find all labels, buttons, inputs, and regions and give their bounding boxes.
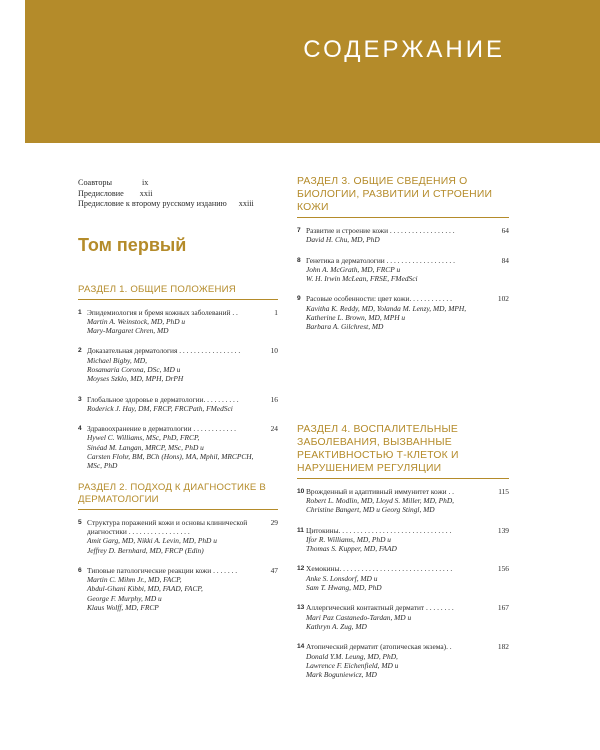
page-number: 156 (497, 564, 509, 574)
chapter-title: Типовые патологические реакции кожи . . . . . . . (87, 565, 238, 575)
chapter-authors (297, 613, 509, 632)
author-line: Jeffrey D. Bernhard, MD, FRCP (Edin) (87, 545, 204, 555)
author-line: Mark Boguniewicz, MD (306, 670, 377, 680)
chapter-title: Атопический дерматит (атопическая экзема). . (306, 642, 452, 652)
toc-entry-line (297, 526, 509, 535)
chapter-title: Аллергический контактный дерматит . . . . . . . . (306, 603, 454, 613)
section-entries (78, 308, 278, 471)
chapter-number: 8 (297, 256, 301, 264)
toc-entry-line (297, 642, 509, 651)
toc-entry[interactable] (297, 642, 509, 679)
page-number: 1 (274, 307, 278, 317)
author-line: Christine Bangert, MD и Georg Stingl, MD (306, 505, 435, 515)
chapter-number: 11 (297, 526, 304, 534)
page-number: 167 (497, 603, 509, 613)
author-line: Thomas S. Kupper, MD, FAAD (306, 544, 397, 554)
chapter-title: Расовые особенности: цвет кожи. . . . . . . . . . . . (306, 294, 452, 304)
chapter-authors (78, 433, 278, 470)
page-number: 182 (497, 642, 509, 652)
toc-entry-line (78, 308, 278, 317)
toc-entry[interactable] (297, 487, 509, 515)
chapter-authors (78, 575, 278, 612)
chapter-title: Доказательная дерматология . . . . . . . . . . . . . . . . . (87, 346, 241, 356)
page-title: СОДЕРЖАНИЕ (303, 36, 505, 63)
chapter-authors (297, 265, 509, 284)
toc-entry[interactable] (297, 226, 509, 245)
chapter-title: Эпидемиология и бремя кожных заболеваний . . (87, 307, 238, 317)
author-line: Anke S. Lonsdorf, MD и (306, 573, 378, 583)
toc-entry[interactable] (78, 395, 278, 414)
chapter-number: 12 (297, 565, 305, 573)
author-line: Michael Bigby, MD, (87, 355, 147, 365)
toc-entry-line (78, 518, 278, 537)
page-number: 24 (270, 424, 278, 434)
page-number: 10 (270, 346, 278, 356)
page-number: 64 (501, 226, 509, 235)
author-line: George F. Murphy, MD и (87, 593, 162, 603)
page-number: 47 (270, 565, 278, 575)
chapter-authors (78, 404, 278, 413)
chapter-number: 1 (78, 308, 82, 316)
author-line: Martin A. Weinstock, MD, PhD и (87, 316, 186, 326)
chapter-authors (297, 574, 509, 593)
page-number: 139 (497, 525, 509, 535)
toc-entry-line (78, 424, 278, 433)
chapter-number: 7 (297, 227, 301, 234)
author-line: W. H. Irwin McLean, FRSE, FMedSci (306, 274, 418, 284)
author-line: Roderick J. Hay, DM, FRCP, FRCPath, FMedSci (87, 403, 233, 413)
author-line: Katherine L. Brown, MD, MPH и (306, 313, 406, 323)
toc-entry[interactable] (297, 294, 509, 331)
author-line: Amit Garg, MD, Nikki A. Levin, MD, PhD и (87, 536, 217, 546)
front-matter (78, 178, 278, 210)
chapter-authors (297, 235, 509, 244)
author-line: MSc, PhD (87, 461, 118, 471)
header-banner (25, 0, 600, 143)
toc-entry-line (297, 564, 509, 573)
chapter-number: 4 (78, 425, 82, 433)
chapter-number: 14 (297, 643, 305, 651)
chapter-title: Цитокины. . . . . . . . . . . . . . . . . . . . . . . . . . . . . . . (306, 525, 452, 535)
volume-title: Том первый (78, 234, 187, 255)
chapter-number: 5 (78, 518, 82, 526)
front-item-contributors[interactable]: Соавторы ix (78, 178, 149, 187)
left-column (78, 178, 278, 623)
author-line: Rosamaria Corona, DSc, MD и (87, 364, 181, 374)
chapter-authors (297, 652, 509, 680)
toc-entry[interactable] (297, 564, 509, 592)
author-line: Hywel C. Williams, MSc, PhD, FRCP, (87, 433, 200, 443)
author-line: Sam T. Hwang, MD, PhD (306, 583, 382, 593)
toc-entry[interactable] (297, 256, 509, 284)
toc-entry-line (297, 603, 509, 612)
toc-entry-line (78, 346, 278, 355)
chapter-title: Генетика в дерматологии . . . . . . . . . . . . . . . . . . . (306, 255, 455, 265)
page-number: 84 (501, 255, 509, 265)
toc-entry-line (297, 294, 509, 303)
chapter-number: 9 (297, 295, 301, 303)
author-line: Lawrence F. Eichenfield, MD и (306, 660, 399, 670)
section-heading: РАЗДЕЛ 4. ВОСПАЛИТЕЛЬНЫЕ ЗАБОЛЕВАНИЯ, ВЫЗВАННЫЕ РЕАКТИВНОСТЬЮ Т-КЛЕТОК И НАРУШЕНИЕМ РЕГУЛЯЦИИ (297, 423, 509, 479)
toc-entry[interactable] (297, 603, 509, 631)
author-line: Kathryn A. Zug, MD (306, 621, 367, 631)
toc-entry[interactable] (78, 346, 278, 383)
chapter-number: 3 (78, 395, 82, 403)
toc-entry[interactable] (78, 308, 278, 336)
front-item-preface-second[interactable]: Предисловие к второму русскому изданию xxiii (78, 199, 254, 208)
section-entries (78, 518, 278, 613)
toc-entry-line (78, 395, 278, 404)
chapter-title: Здравоохранение в дерматологии . . . . . . . . . . . . (87, 424, 236, 434)
toc-entry-line (297, 226, 509, 235)
section-entries (297, 487, 509, 680)
spacer (297, 343, 509, 423)
author-line: Barbara A. Gilchrest, MD (306, 322, 384, 332)
page-number: 29 (270, 517, 278, 527)
author-line: Carsten Flohr, BM, BCh (Hons), MA, Mphil, MRCPCH, (87, 452, 254, 462)
author-line: Martin C. Mihm Jr., MD, FACP, (87, 575, 182, 585)
author-line: Donald Y.M. Leung, MD, PhD, (306, 651, 398, 661)
author-line: Moyses Szklo, MD, MPH, DrPH (87, 374, 184, 384)
toc-entry[interactable] (78, 566, 278, 612)
author-line: Abdul-Ghani Kibbi, MD, FAAD, FACP, (87, 584, 203, 594)
section-entries (297, 226, 509, 332)
chapter-number: 13 (297, 604, 305, 612)
chapter-authors (78, 536, 278, 555)
section-heading: РАЗДЕЛ 2. ПОДХОД К ДИАГНОСТИКЕ В ДЕРМАТОЛОГИИ (78, 482, 278, 510)
chapter-title: Структура поражений кожи и основы клинической диагностики . . . . . . . . . . . . . . . . . (87, 517, 248, 536)
author-line: Klaus Wolff, MD, FRCP (87, 603, 159, 613)
author-line: Ifor R. Williams, MD, PhD и (306, 534, 391, 544)
author-line: Mari Paz Castanedo-Tardan, MD и (306, 612, 412, 622)
page-number: 115 (498, 486, 509, 496)
chapter-title: Хемокины. . . . . . . . . . . . . . . . . . . . . . . . . . . . . . . (306, 564, 453, 574)
right-column (297, 175, 509, 690)
chapter-title: Врожденный и адаптивный иммунитет кожи . . (306, 486, 455, 496)
section-heading: РАЗДЕЛ 1. ОБЩИЕ ПОЛОЖЕНИЯ (78, 284, 278, 300)
chapter-authors (78, 317, 278, 336)
chapter-authors (297, 496, 509, 515)
chapter-authors (78, 356, 278, 384)
chapter-number: 2 (78, 347, 82, 355)
author-line: Robert L. Modlin, MD, Lloyd S. Miller, MD, PhD, (306, 495, 455, 505)
author-line: David H. Chu, MD, PhD (306, 235, 380, 245)
author-line: John A. McGrath, MD, FRCP и (306, 264, 401, 274)
toc-entry-line (297, 256, 509, 265)
section-heading: РАЗДЕЛ 3. ОБЩИЕ СВЕДЕНИЯ О БИОЛОГИИ, РАЗВИТИИ И СТРОЕНИИ КОЖИ (297, 175, 509, 218)
chapter-title: Глобальное здоровье в дерматологии. . . . . . . . . . (87, 394, 239, 404)
toc-entry-line (78, 566, 278, 575)
page-number: 102 (497, 294, 509, 304)
toc-entry[interactable] (297, 526, 509, 554)
toc-entry[interactable] (78, 424, 278, 470)
page-number: 16 (270, 394, 278, 404)
chapter-authors (297, 304, 509, 332)
toc-entry[interactable] (78, 518, 278, 555)
author-line: Kavitha K. Reddy, MD, Yolanda M. Lenzy, MD, MPH, (306, 303, 467, 313)
chapter-number: 6 (78, 566, 82, 574)
chapter-number: 10 (297, 487, 305, 495)
author-line: Sinéad M. Langan, MRCP, MSc, PhD и (87, 442, 204, 452)
author-line: Mary-Margaret Chren, MD (87, 326, 169, 336)
chapter-authors (297, 535, 509, 554)
front-item-preface[interactable]: Предисловие xxii (78, 188, 153, 198)
toc-entry-line (297, 487, 509, 496)
chapter-title: Развитие и строение кожи . . . . . . . . . . . . . . . . . . (306, 226, 455, 235)
